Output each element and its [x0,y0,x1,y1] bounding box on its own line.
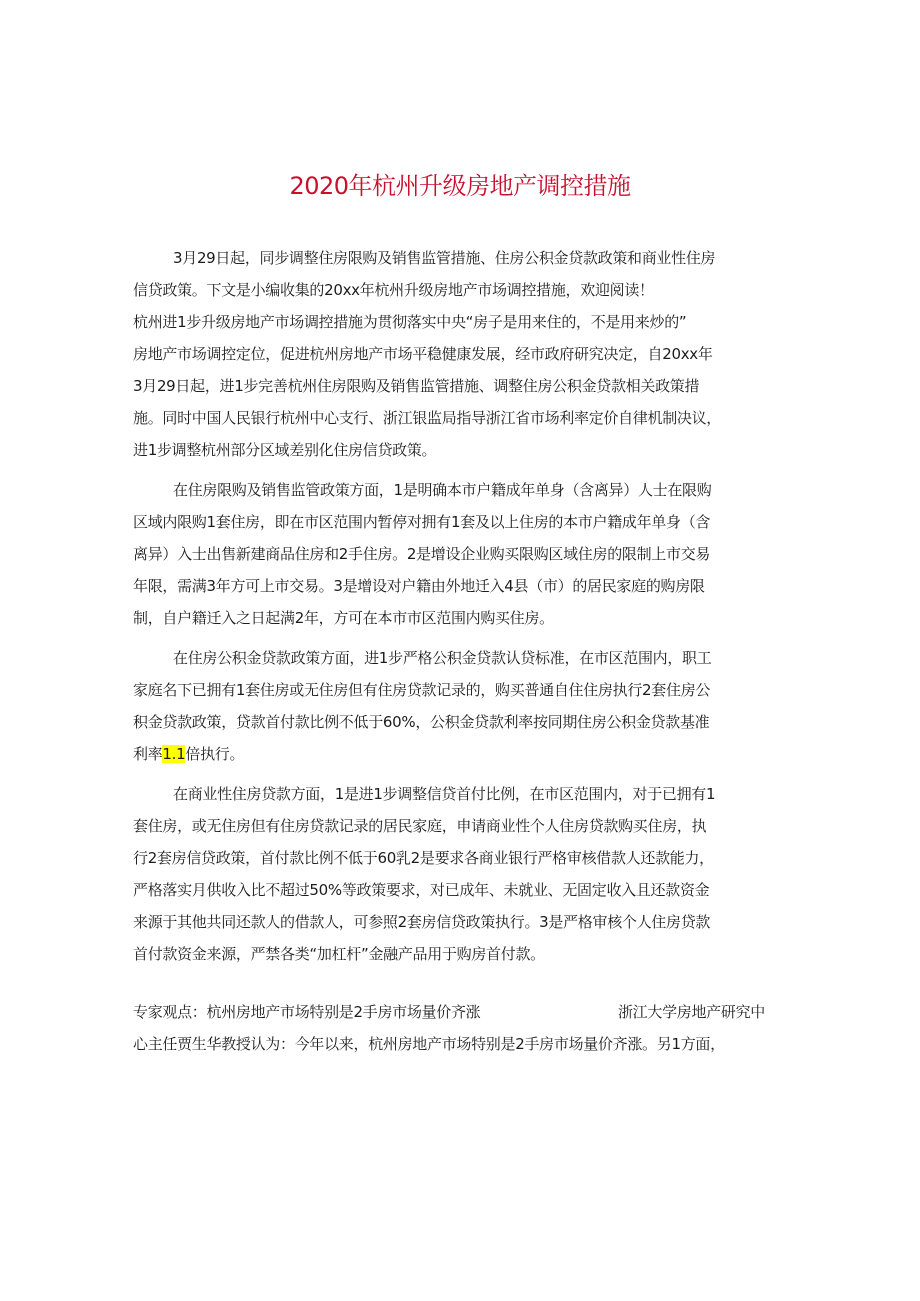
text-line: 套住房，或无住房但有住房贷款记录的居民家庭，申请商业性个人住房贷款购买住房，执 [133,817,707,835]
text-line: 来源于其他共同还款人的借款人，可参照2套房信贷政策执行。3是严格审核个人住房贷款 [133,913,711,931]
text-segment: 利率 [133,745,163,763]
text-line: 区域内限购1套住房，即在市区范围内暂停对拥有1套及以上住房的本市户籍成年单身（含 [133,513,711,531]
paragraph-3 [133,474,793,634]
text-line: 离异）入士出售新建商品住房和2手住房。2是增设企业购买限购区域住房的限制上市交易 [133,545,711,563]
text-line: 房地产市场调控定位，促进杭州房地产市场平稳健康发展，经市政府研究决定，自20xx年 [133,345,713,363]
text-line: 进1步调整杭州部分区域差别化住房信贷政策。 [133,441,437,459]
text-line: 积金贷款政策，贷款首付款比例不低于60%，公积金贷款利率按同期住房公积金贷款基准 [133,713,710,731]
highlighted-text: 1.1 [162,745,186,763]
text-line: 杭州进1步升级房地产市场调控措施为贯彻落实中央“房子是用来住的，不是用来炒的” [133,313,687,331]
document-body [133,242,793,1060]
text-line: 在住房限购及销售监管政策方面，1是明确本市户籍成年单身（含离异）人士在限购 [173,481,712,499]
text-line: 3月29日起，进1步完善杭州住房限购及销售监管措施、调整住房公积金贷款相关政策措 [133,377,700,395]
text-line: 制，自户籍迁入之日起满2年，方可在本市市区范围内购买住房。 [133,609,554,627]
text-line: 3月29日起，同步调整住房限购及销售监管措施、住房公积金贷款政策和商业性住房 [173,249,716,267]
text-line: 家庭名下已拥有1套住房或无住房但有住房贷款记录的，购买普通自住住房执行2套住房公 [133,681,711,699]
text-line: 心主任贾生华教授认为：今年以来，杭州房地产市场特别是2手房市场量价齐涨。另1方面， [133,1035,725,1053]
expert-heading: 专家观点：杭州房地产市场特别是2手房市场量价齐涨 [133,1003,481,1021]
paragraph-6 [133,996,793,1060]
text-line: 行2套房信贷政策，首付款比例不低于60乳2是要求各商业银行严格审核借款人还款能力， [133,849,714,867]
text-line [133,738,793,770]
text-line: 施。同时中国人民银行杭州中心支行、浙江银监局指导浙江省市场利率定价自律机制决议， [133,409,722,427]
text-line: 年限，需满3年方可上市交易。3是增设对户籍由外地迁入4县（市）的居民家庭的购房限 [133,577,705,595]
document-title: 2020年杭州升级房地产调控措施 [289,172,631,200]
text-line [133,996,793,1028]
paragraph-1 [133,242,793,306]
expert-source: 浙江大学房地产研究中 [617,1003,765,1021]
paragraph-5 [133,778,793,970]
text-line: 首付款资金来源，严禁各类“加杠杆”金融产品用于购房首付款。 [133,945,545,963]
text-line: 严格落实月供收入比不超过50%等政策要求，对已成年、未就业、无固定收入且还款资金 [133,881,710,899]
text-segment: 倍执行。 [185,745,245,763]
paragraph-2 [133,306,793,466]
text-line: 在商业性住房贷款方面，1是进1步调整信贷首付比例，在市区范围内，对于已拥有1 [173,785,716,803]
text-line: 在住房公积金贷款政策方面，进1步严格公积金贷款认贷标准，在市区范围内，职工 [173,649,712,667]
paragraph-4 [133,642,793,770]
text-line: 信贷政策。下文是小编收集的20xx年杭州升级房地产市场调控措施，欢迎阅读！ [133,281,654,299]
